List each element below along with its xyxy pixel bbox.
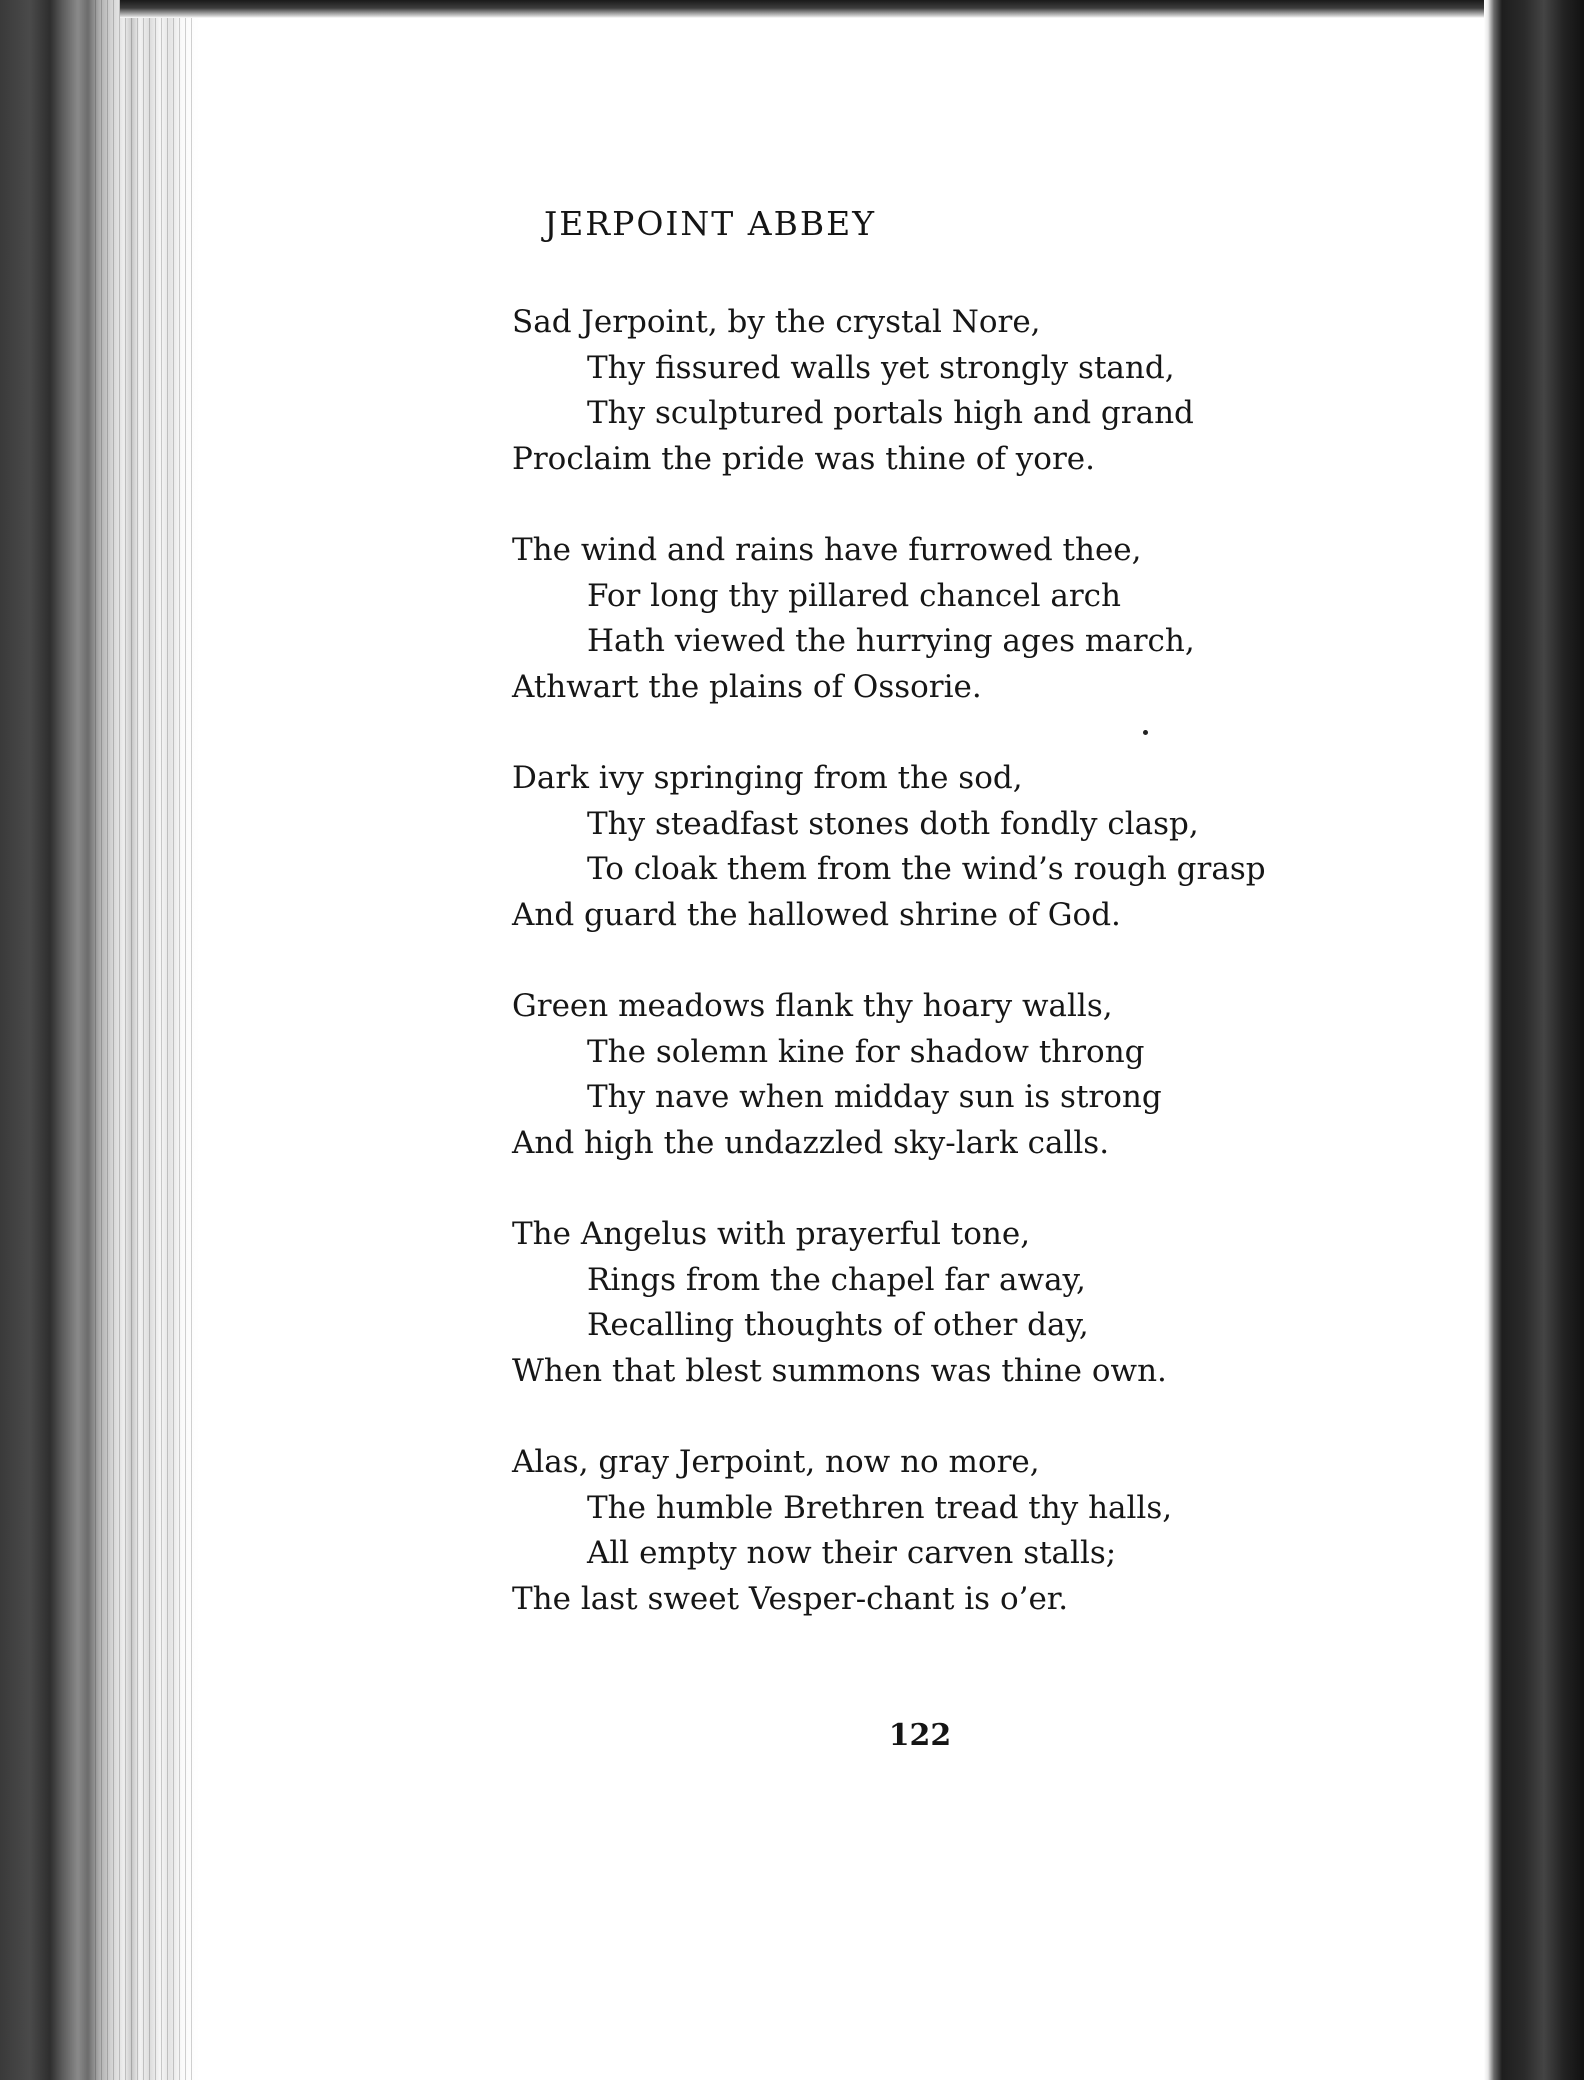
poem-line: Hath viewed the hurrying ages march, xyxy=(587,623,1195,659)
poem-line: The humble Brethren tread thy halls, xyxy=(587,1489,1173,1526)
poem-line: Rings from the chapel far away, xyxy=(587,1261,1086,1298)
poem-stanza xyxy=(512,300,1266,482)
poem-line: The solemn kine for shadow throng xyxy=(587,1033,1145,1070)
poem-body xyxy=(512,300,1266,1668)
page-number: 122 xyxy=(888,1718,952,1753)
poem-line: All empty now their carven stalls; xyxy=(587,1535,1117,1571)
poem-line: Thy nave when midday sun is strong xyxy=(587,1079,1162,1115)
poem-line: Thy steadfast stones doth fondly clasp, xyxy=(587,805,1199,842)
book-binding-gutter xyxy=(1484,0,1584,2080)
poem-line: The last sweet Vesper-chant is o’er. xyxy=(512,1580,1069,1617)
poem-title: JERPOINT ABBEY xyxy=(543,204,877,243)
poem-line: Proclaim the pride was thine of yore. xyxy=(512,440,1095,477)
poem-line: Green meadows flank thy hoary walls, xyxy=(512,988,1113,1024)
poem-line: Dark ivy springing from the sod, xyxy=(512,760,1023,796)
poem-line: Thy fissured walls yet strongly stand, xyxy=(587,349,1175,386)
poem-line: Alas, gray Jerpoint, now no more, xyxy=(512,1444,1040,1480)
poem-line: Thy sculptured portals high and grand xyxy=(587,395,1194,431)
poem-stanza xyxy=(512,756,1266,938)
page-edge-lines xyxy=(95,0,195,2080)
ink-speck xyxy=(1143,730,1148,735)
poem-line: Athwart the plains of Ossorie. xyxy=(512,668,982,705)
poem-line: Sad Jerpoint, by the crystal Nore, xyxy=(512,304,1041,340)
poem-stanza xyxy=(512,984,1266,1166)
poem-stanza xyxy=(512,1212,1266,1394)
poem-stanza xyxy=(512,1440,1266,1622)
poem-line: For long thy pillared chancel arch xyxy=(587,577,1121,614)
poem-line: The wind and rains have furrowed thee, xyxy=(512,532,1142,568)
poem-line: And high the undazzled sky-lark calls. xyxy=(512,1124,1110,1161)
poem-line: When that blest summons was thine own. xyxy=(512,1352,1167,1389)
poem-stanza xyxy=(512,528,1266,710)
poem-line: And guard the hallowed shrine of God. xyxy=(512,896,1121,933)
poem-line: Recalling thoughts of other day, xyxy=(587,1307,1089,1343)
poem-line: The Angelus with prayerful tone, xyxy=(512,1216,1031,1252)
top-scan-shadow xyxy=(120,0,1520,18)
poem-line: To cloak them from the wind’s rough grasp xyxy=(587,851,1266,887)
